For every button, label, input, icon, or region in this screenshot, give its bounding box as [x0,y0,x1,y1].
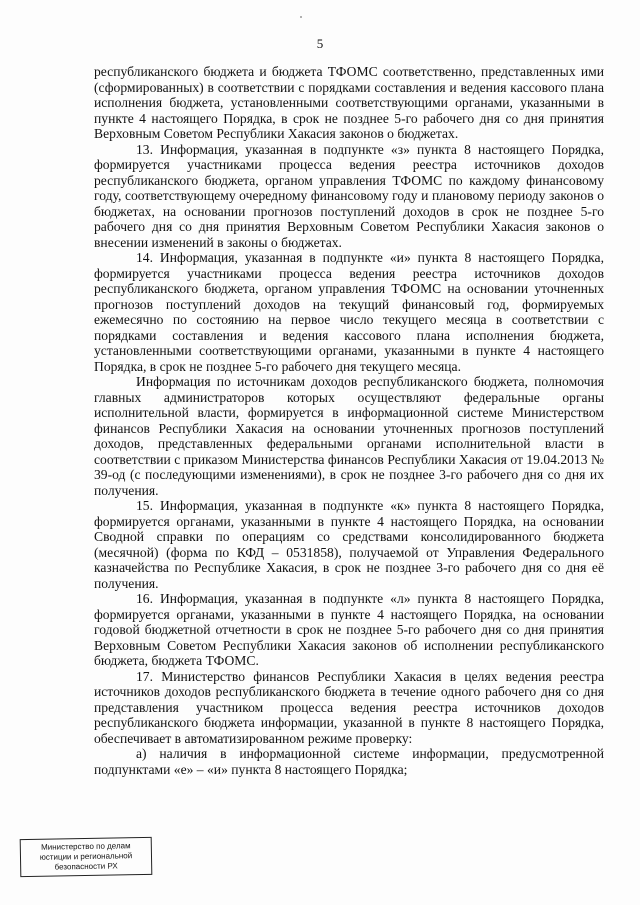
stamp-line: юстиции и региональной [39,851,133,862]
scan-dot [300,16,302,18]
paragraph-item-17: 17. Министерство финансов Республики Хакасия в целях ведения реестра источников доходов республиканского бюджета в течение одного рабочего дня со дня представления участником процесса ведения реестра источников доходов республиканского бюджета информации, указанной в пункте 8 настоящего Порядка, обеспечивает в автоматизированном режиме проверку: [94,668,604,746]
paragraph-item-17a: а) наличия в информационной системе информации, предусмотренной подпунктами «е» – «и» пункта 8 настоящего Порядка; [94,746,604,777]
ministry-stamp [20,837,153,877]
paragraph-item-13: 13. Информация, указанная в подпункте «з» пункта 8 настоящего Порядка, формируется участниками процесса ведения реестра источников доходов республиканского бюджета, органом управления ТФОМС по каждому финансовому году, соответствующему очередному финансовому году и плановому периоду законов о бюджетах, на основании прогнозов поступлений доходов в срок не позднее 5-го рабочего дня со дня принятия Верховным Советом Республики Хакасия законов о внесении изменений в законы о бюджетах. [94,141,604,250]
paragraph-federal-sources: Информация по источникам доходов республиканского бюджета, полномочия главных администраторов которых осуществляют федеральные органы исполнительной власти, формируется в информационной системе Министерством финансов Республики Хакасия на основании уточненных прогнозов поступлений доходов, представленных федеральными органами исполнительной власти в соответствии с приказом Министерства финансов Республики Хакасия от 19.04.2013 № 39-од (с последующими изменениями), в срок не позднее 3-го рабочего дня со дня их получения. [94,374,604,498]
paragraph-item-16: 16. Информация, указанная в подпункте «л» пункта 8 настоящего Порядка, формируется органами, указанными в пункте 4 настоящего Порядка, на основании годовой бюджетной отчетности в срок не позднее 5-го рабочего дня со дня принятия Верховным Советом Республики Хакасия законов об исполнении республиканского бюджета, бюджета ТФОМС. [94,591,604,668]
stamp-line: Министерство по делам [41,841,131,852]
paragraph-item-15: 15. Информация, указанная в подпункте «к» пункта 8 настоящего Порядка, формируется органами, указанными в пункте 4 настоящего Порядка, на основании Сводной справки по операциям со средствами консолидированного бюджета (месячной) (форма по КФД – 0531858), получаемой от Управления Федерального казначейства по Республике Хакасия, в срок не позднее 3-го рабочего дня со дня её получения. [94,498,604,591]
paragraph-continuation: республиканского бюджета и бюджета ТФОМС соответственно, представленных ими (сформированных) в соответствии с порядками составления и ведения кассового плана исполнения бюджета, установленными соответствующими органами, указанными в пункте 4 настоящего Порядка, в срок не позднее 5-го рабочего дня со дня принятия Верховным Советом Республики Хакасия законов о бюджетах. [94,64,604,141]
stamp-line: безопасности РХ [54,861,118,872]
document-body [94,64,604,777]
paragraph-item-14: 14. Информация, указанная в подпункте «и» пункта 8 настоящего Порядка, формируется участниками процесса ведения реестра источников доходов республиканского бюджета, органом управления ТФОМС на основании уточненных прогнозов поступлений доходов на текущий финансовый год, формируемых ежемесячно по состоянию на первое число текущего месяца в соответствии с порядками составления и ведения кассового плана исполнения бюджета, установленными соответствующими органами, указанными в пункте 4 настоящего Порядка, в срок не позднее 5-го рабочего дня текущего месяца. [94,250,604,374]
page-number: 5 [316,36,324,51]
